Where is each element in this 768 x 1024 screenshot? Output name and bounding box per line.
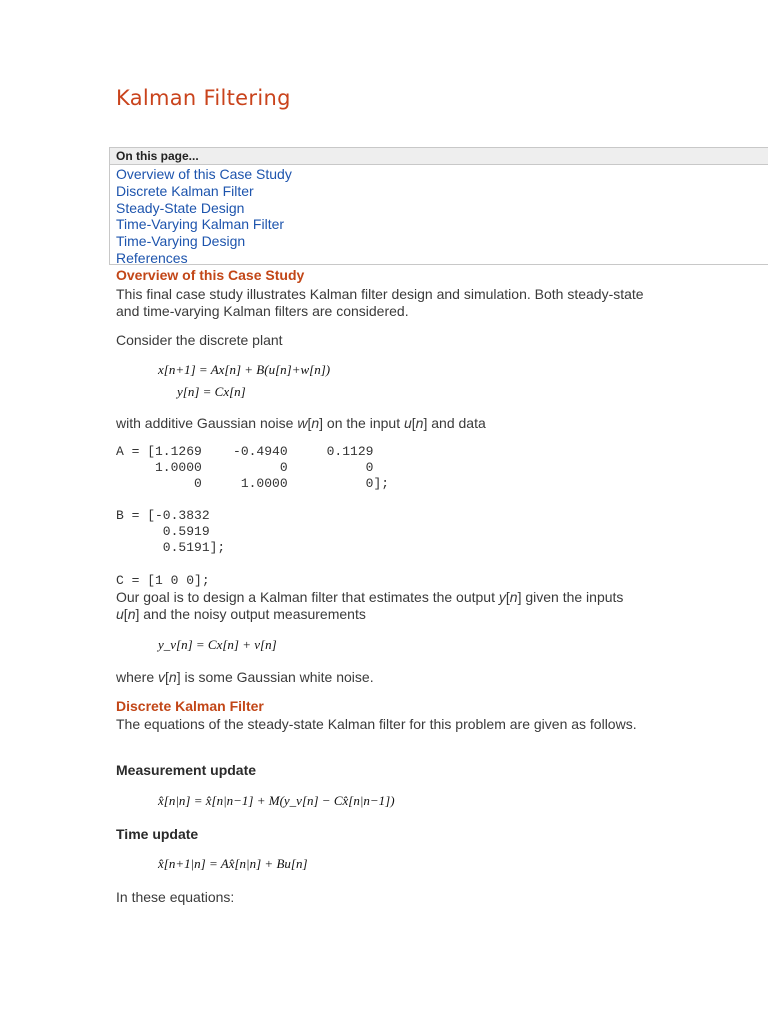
white-noise-text: where v[n] is some Gaussian white noise. [116,669,374,685]
page-title: Kalman Filtering [116,86,291,110]
toc-link-overview[interactable]: Overview of this Case Study [116,166,292,182]
matrix-b-code: B = [-0.3832 0.5919 0.5191]; [116,508,226,555]
time-update-equation: x̂[n+1|n] = Ax̂[n|n] + Bu[n] [158,856,308,871]
plant-intro-text: Consider the discrete plant [116,332,283,348]
toc-link-references[interactable]: References [116,249,188,266]
discrete-kalman-heading: Discrete Kalman Filter [116,698,264,714]
toc-list [110,165,768,267]
plant-state-equation: x[n+1] = Ax[n] + B(u[n]+w[n]) [158,362,331,377]
time-update-heading: Time update [116,826,199,842]
overview-paragraph: This final case study illustrates Kalman filter design and simulation. Both steady-state and time-varying Kalman filters are considered. [116,286,644,319]
measurement-update-heading: Measurement update [116,762,257,778]
toc-item [116,216,768,233]
steady-state-intro: The equations of the steady-state Kalman filter for this problem are given as follows. [116,716,637,732]
toc-item [116,166,768,183]
matrix-c-code: C = [1 0 0]; [116,573,210,588]
goal-paragraph: Our goal is to design a Kalman filter that estimates the output y[n] given the inputs u[n] and the noisy output measurements [116,589,624,622]
toc-item [116,200,768,217]
toc-item [116,183,768,200]
measurement-equation: y_v[n] = Cx[n] + v[n] [158,637,277,652]
on-this-page-box [109,147,768,265]
toc-link-steady-state-design[interactable]: Steady-State Design [116,199,245,216]
in-these-equations-text: In these equations: [116,889,235,905]
toc-item [116,233,768,250]
toc-link-time-varying-kalman-filter[interactable]: Time-Varying Kalman Filter [116,216,285,233]
matrix-a-code: A = [1.1269 -0.4940 0.1129 1.0000 0 0 0 1.0000 0]; [116,444,390,491]
toc-link-discrete-kalman-filter[interactable]: Discrete Kalman Filter [116,182,254,199]
plant-output-equation: y[n] = Cx[n] [177,384,246,399]
toc-item [116,250,768,267]
toc-link-time-varying-design[interactable]: Time-Varying Design [116,233,246,250]
overview-heading: Overview of this Case Study [116,267,305,283]
noise-description-text: with additive Gaussian noise w[n] on the input u[n] and data [116,415,486,431]
measurement-update-equation: x̂[n|n] = x̂[n|n−1] + M(y_v[n] − Cx̂[n|n−1]) [158,793,395,808]
toc-header: On this page... [110,148,768,165]
